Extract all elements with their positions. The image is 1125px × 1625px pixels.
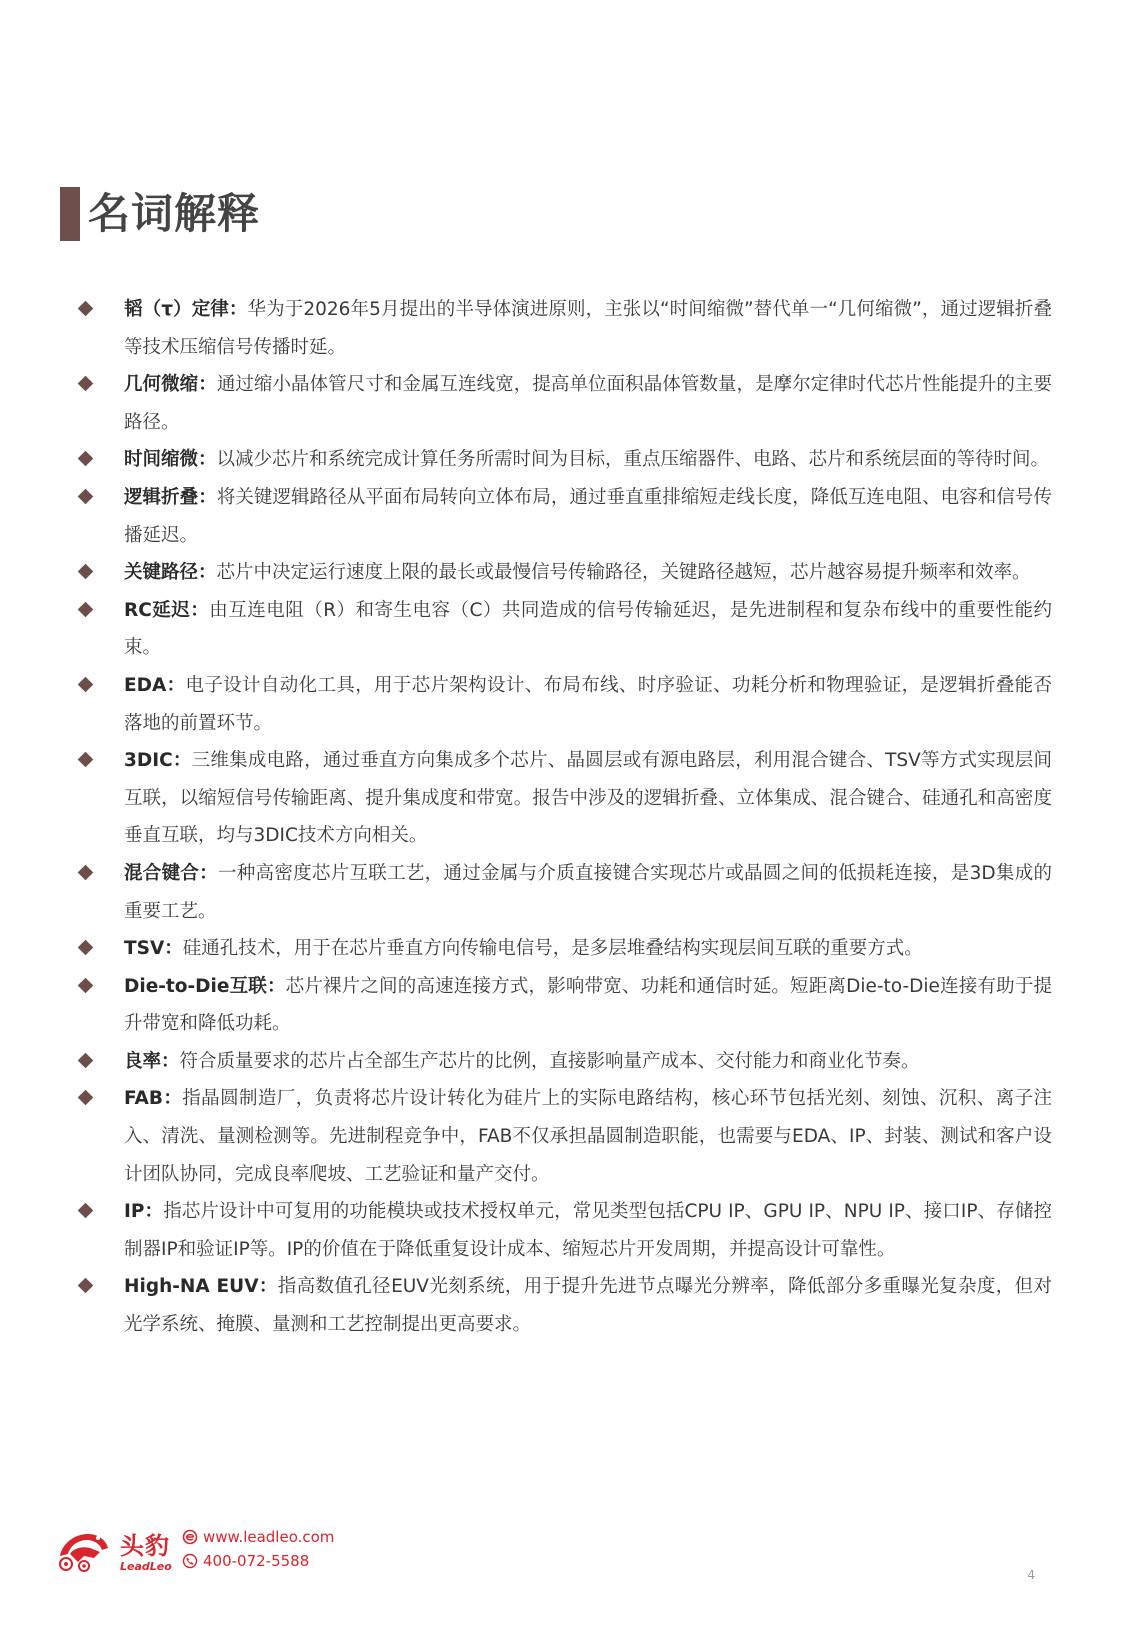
glossary-definition: 以减少芯片和系统完成计算任务所需时间为目标，重点压缩器件、电路、芯片和系统层面的等待时间。 [216, 449, 1050, 471]
glossary-entry [80, 742, 1052, 855]
brand-name-en: LeadLeo [120, 1560, 172, 1573]
title-accent-bar [60, 187, 80, 241]
glossary-definition: 硅通孔技术，用于在芯片垂直方向传输电信号，是多层堆叠结构实现层间互联的重要方式。 [182, 938, 923, 960]
glossary-definition: 芯片中决定运行速度上限的最长或最慢信号传输路径，关键路径越短，芯片越容易提升频率和效率。 [216, 562, 1031, 584]
website-row[interactable] [182, 1528, 334, 1546]
glossary-definition: 指高数值孔径EUV光刻系统，用于提升先进节点曝光分辨率，降低部分多重曝光复杂度，但对光学系统、掩膜、量测和工艺控制提出更高要求。 [124, 1276, 1052, 1336]
glossary-definition: 三维集成电路，通过垂直方向集成多个芯片、晶圆层或有源电路层，利用混合键合、TSV等方式实现层间互联，以缩短信号传输距离、提升集成度和带宽。报告中涉及的逻辑折叠、立体集成、混合键合、硅通孔和高密度垂直互联，均与3DIC技术方向相关。 [124, 750, 1052, 847]
brand-name-cn: 头豹 [120, 1532, 170, 1560]
glossary-entry [80, 968, 1052, 1043]
glossary-entry [80, 441, 1052, 479]
diamond-bullet-icon [78, 601, 94, 617]
glossary-term: 几何微缩： [124, 374, 217, 396]
diamond-bullet-icon [78, 752, 94, 768]
page-title-block [60, 186, 260, 242]
phone-number: 400-072-5588 [203, 1552, 310, 1570]
glossary-term: FAB： [124, 1088, 183, 1110]
glossary-entry [80, 667, 1052, 742]
page-number: 4 [1027, 1568, 1035, 1582]
glossary-entry [80, 1080, 1052, 1193]
diamond-bullet-icon [78, 1203, 94, 1219]
diamond-bullet-icon [78, 940, 94, 956]
glossary-term: 混合键合： [124, 862, 218, 884]
glossary-entry [80, 291, 1052, 366]
glossary-entry [80, 366, 1052, 441]
phone-icon [182, 1553, 198, 1569]
glossary-term: 关键路径： [124, 562, 217, 584]
page-title: 名词解释 [88, 189, 261, 238]
diamond-bullet-icon [78, 564, 94, 580]
globe-e-icon [182, 1529, 198, 1545]
glossary-term: 良率： [124, 1050, 180, 1072]
glossary-entry [80, 1043, 1052, 1081]
glossary-entry [80, 1193, 1052, 1268]
glossary-term: 时间缩微： [124, 449, 217, 471]
glossary-term: 韬（τ）定律： [124, 299, 248, 320]
glossary-definition: 指晶圆制造厂，负责将芯片设计转化为硅片上的实际电路结构，核心环节包括光刻、刻蚀、沉积、离子注入、清洗、量测检测等。先进制程竞争中，FAB不仅承担晶圆制造职能，也需要与EDA、IP、封装、测试和客户设计团队协同，完成良率爬坡、工艺验证和量产交付。 [124, 1088, 1052, 1185]
diamond-bullet-icon [78, 1278, 94, 1294]
glossary-definition: 指芯片设计中可复用的功能模块或技术授权单元，常见类型包括CPU IP、GPU IP、NPU IP、接口IP、存储控制器IP和验证IP等。IP的价值在于降低重复设计成本、缩短芯片开发周期，并提高设计可靠性。 [124, 1201, 1052, 1260]
glossary-definition: 符合质量要求的芯片占全部生产芯片的比例，直接影响量产成本、交付能力和商业化节奏。 [179, 1050, 920, 1072]
glossary-entry [80, 930, 1052, 968]
leopard-logo-icon [56, 1526, 112, 1574]
diamond-bullet-icon [78, 1053, 94, 1069]
glossary-entry [80, 855, 1052, 930]
glossary-entry [80, 592, 1052, 667]
glossary-definition: 华为于2026年5月提出的半导体演进原则，主张以“时间缩微”替代单一“几何缩微”，通过逻辑折叠等技术压缩信号传播时延。 [124, 299, 1052, 358]
footer [56, 1522, 396, 1582]
diamond-bullet-icon [78, 376, 94, 392]
glossary-term: High-NA EUV： [124, 1276, 278, 1298]
glossary-list [80, 291, 1052, 1344]
glossary-definition: 一种高密度芯片互联工艺，通过金属与介质直接键合实现芯片或晶圆之间的低损耗连接，是3D集成的重要工艺。 [124, 862, 1052, 922]
website-link[interactable]: www.leadleo.com [203, 1528, 335, 1546]
diamond-bullet-icon [78, 977, 94, 993]
diamond-bullet-icon [78, 489, 94, 505]
glossary-entry [80, 554, 1052, 592]
diamond-bullet-icon [78, 677, 94, 693]
glossary-term: IP： [124, 1201, 164, 1223]
glossary-definition: 电子设计自动化工具，用于芯片架构设计、布局布线、时序验证、功耗分析和物理验证，是逻辑折叠能否落地的前置环节。 [124, 674, 1052, 734]
glossary-term: 逻辑折叠： [124, 486, 217, 508]
glossary-term: 3DIC： [124, 750, 192, 772]
glossary-term: TSV： [124, 938, 183, 960]
diamond-bullet-icon [78, 451, 94, 467]
diamond-bullet-icon [78, 865, 94, 881]
glossary-term: Die-to-Die互联： [124, 975, 286, 997]
diamond-bullet-icon [78, 1090, 94, 1106]
glossary-definition: 芯片裸片之间的高速连接方式，影响带宽、功耗和通信时延。短距离Die-to-Die连接有助于提升带宽和降低功耗。 [124, 975, 1052, 1035]
glossary-term: RC延迟： [124, 599, 210, 621]
glossary-term: EDA： [124, 674, 186, 696]
glossary-entry [80, 479, 1052, 554]
glossary-definition: 由互连电阻（R）和寄生电容（C）共同造成的信号传输延迟，是先进制程和复杂布线中的重要性能约束。 [124, 599, 1052, 659]
diamond-bullet-icon [78, 301, 94, 317]
glossary-entry [80, 1268, 1052, 1343]
glossary-definition: 将关键逻辑路径从平面布局转向立体布局，通过垂直重排缩短走线长度，降低互连电阻、电容和信号传播延迟。 [124, 486, 1052, 546]
phone-row [182, 1552, 309, 1570]
glossary-definition: 通过缩小晶体管尺寸和金属互连线宽，提高单位面积晶体管数量，是摩尔定律时代芯片性能提升的主要路径。 [124, 374, 1052, 433]
